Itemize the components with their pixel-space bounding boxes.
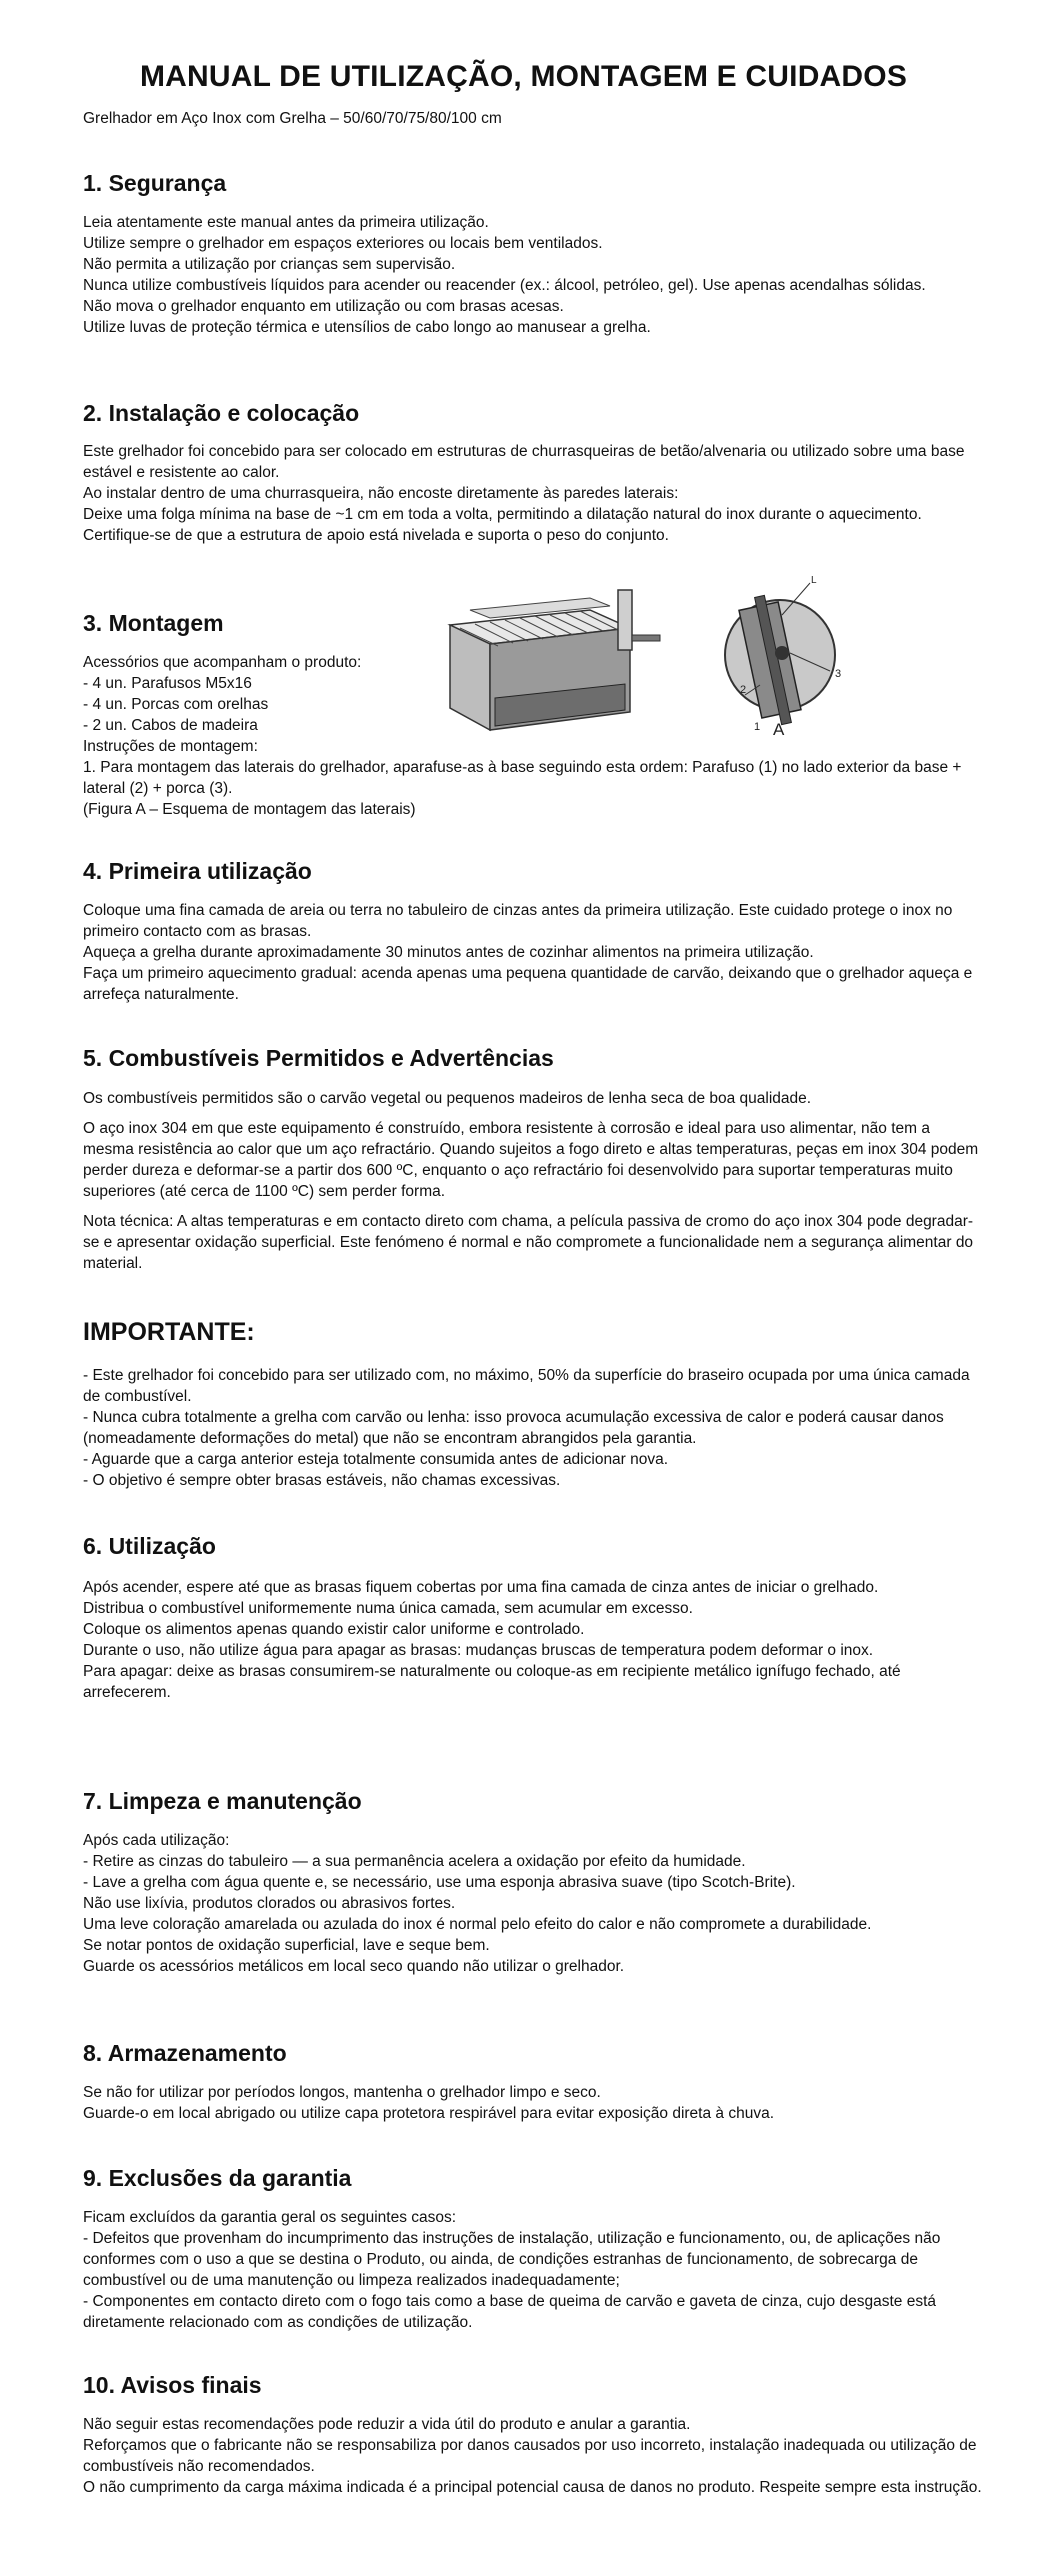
section-body-instalacao — [83, 441, 983, 546]
text-line: Instruções de montagem: — [83, 738, 258, 755]
text-line: - Aguarde que a carga anterior esteja totalmente consumida antes de adicionar nova. — [83, 1451, 669, 1468]
section-body-combustiveis — [83, 1088, 983, 1274]
text-line: Coloque uma fina camada de areia ou terra no tabuleiro de cinzas antes da primeira utilização. Este cuidado protege o inox no primeiro contacto com as brasas. — [83, 902, 953, 940]
text-line: 1. Para montagem das laterais do grelhador, aparafuse-as à base seguindo esta ordem: Parafuso (1) no lado exterior da base + lateral (2) + porca (3). — [83, 759, 962, 797]
section-heading-seguranca: 1. Segurança — [83, 170, 227, 196]
section-heading-armazenamento: 8. Armazenamento — [83, 2040, 287, 2066]
section-accessories-list — [83, 652, 443, 757]
section-body-avisos-finais — [83, 2414, 983, 2498]
text-line: Se notar pontos de oxidação superficial, lave e seque bem. — [83, 1937, 490, 1954]
text-line: - Defeitos que provenham do incumprimento das instruções de instalação, utilização e funcionamento, ou, de aplicações não conformes com o uso a que se destina o Produto, ou ainda, de condições estranhas de funcionamento, de sobrecarga de combustível ou de uma manutenção ou limpeza realizados inadequadamente; — [83, 2230, 941, 2289]
text-line: - Retire as cinzas do tabuleiro — a sua permanência acelera a oxidação por efeito da humidade. — [83, 1853, 746, 1870]
figure-caption: A — [773, 720, 785, 739]
text-paragraph: O aço inox 304 em que este equipamento é construído, embora resistente à corrosão e ideal para uso alimentar, não tem a mesma resistência ao calor que um aço refractário. Quando sujeitos a fogo direto e altas temperaturas, peças em inox 304 podem perder dureza e deformar-se a partir dos 600 ºC, enquanto o aço refractário foi desenvolvido para suportar temperaturas muito superiores (até cerca de 1100 ºC) sem perder forma. — [83, 1120, 979, 1200]
section-body-limpeza — [83, 1830, 983, 1977]
section-heading-importante: IMPORTANTE: — [83, 1318, 255, 1346]
text-line: Leia atentamente este manual antes da primeira utilização. — [83, 214, 489, 231]
text-line: Após acender, espere até que as brasas fiquem cobertas por uma fina camada de cinza antes de iniciar o grelhado. — [83, 1579, 879, 1596]
text-line: - Componentes em contacto direto com o fogo tais como a base de queima de carvão e gaveta de cinza, cujo desgaste está diretamente relacionado com as condições de utilização. — [83, 2293, 936, 2331]
text-line: Utilize luvas de proteção térmica e utensílios de cabo longo ao manusear a grelha. — [83, 319, 651, 336]
section-heading-limpeza: 7. Limpeza e manutenção — [83, 1788, 362, 1814]
document-subtitle: Grelhador em Aço Inox com Grelha – 50/60/70/75/80/100 cm — [83, 110, 502, 127]
text-paragraph: Nota técnica: A altas temperaturas e em contacto direto com chama, a película passiva de cromo do aço inox 304 pode degradar-se e apresentar oxidação superficial. Este fenómeno é normal e não compromete a funcionalidade nem a segurança alimentar do material. — [83, 1213, 974, 1272]
text-line: Uma leve coloração amarelada ou azulada do inox é normal pelo efeito do calor e não compromete a durabilidade. — [83, 1916, 872, 1933]
text-line: Não seguir estas recomendações pode reduzir a vida útil do produto e anular a garantia. — [83, 2416, 691, 2433]
document-title: MANUAL DE UTILIZAÇÃO, MONTAGEM E CUIDADOS — [139, 60, 908, 93]
figure-a-detail — [700, 575, 870, 745]
section-heading-primeira-utilizacao: 4. Primeira utilização — [83, 858, 312, 884]
text-line: Ficam excluídos da garantia geral os seguintes casos: — [83, 2209, 457, 2226]
text-line: Se não for utilizar por períodos longos, mantenha o grelhador limpo e seco. — [83, 2084, 601, 2101]
text-line: Este grelhador foi concebido para ser colocado em estruturas de churrasqueiras de betão/alvenaria ou utilizado sobre uma base estável e resistente ao calor. — [83, 443, 965, 481]
text-line: - Nunca cubra totalmente a grelha com carvão ou lenha: isso provoca acumulação excessiva de calor e poderá causar danos (nomeadamente deformações do metal) que não se encontram abrangidos pela garantia. — [83, 1409, 944, 1447]
text-line: Guarde os acessórios metálicos em local seco quando não utilizar o grelhador. — [83, 1958, 625, 1975]
text-line: Faça um primeiro aquecimento gradual: acenda apenas uma pequena quantidade de carvão, deixando que o grelhador aqueça e arrefeça naturalmente. — [83, 965, 973, 1003]
text-line: Aqueça a grelha durante aproximadamente 30 minutos antes de cozinhar alimentos na primeira utilização. — [83, 944, 814, 961]
text-line: - Este grelhador foi concebido para ser utilizado com, no máximo, 50% da superfície do braseiro ocupada por uma única camada de combustível. — [83, 1367, 970, 1405]
text-line: - 4 un. Parafusos M5x16 — [83, 675, 252, 692]
section-body-importante — [83, 1365, 983, 1491]
text-line: Não mova o grelhador enquanto em utilização ou com brasas acesas. — [83, 298, 564, 315]
section-body-exclusoes — [83, 2207, 983, 2333]
text-line: Ao instalar dentro de uma churrasqueira, não encoste diretamente às paredes laterais: — [83, 485, 679, 502]
text-line: Não permita a utilização por crianças sem supervisão. — [83, 256, 456, 273]
text-line: - O objetivo é sempre obter brasas estáveis, não chamas excessivas. — [83, 1472, 561, 1489]
figure-label: 3 — [835, 668, 842, 680]
section-heading-montagem: 3. Montagem — [83, 610, 224, 636]
section-heading-exclusoes: 9. Exclusões da garantia — [83, 2165, 352, 2191]
text-line: O não cumprimento da carga máxima indicada é a principal potencial causa de danos no produto. Respeite sempre esta instrução. — [83, 2479, 982, 2496]
section-body-utilizacao — [83, 1577, 983, 1703]
text-paragraph: Os combustíveis permitidos são o carvão vegetal ou pequenos madeiros de lenha seca de boa qualidade. — [83, 1090, 812, 1107]
text-line: Não use lixívia, produtos clorados ou abrasivos fortes. — [83, 1895, 456, 1912]
text-line: Reforçamos que o fabricante não se responsabiliza por danos causados por uso incorreto, instalação inadequada ou utilização de combustíveis não recomendados. — [83, 2437, 977, 2475]
text-line: Coloque os alimentos apenas quando existir calor uniforme e controlado. — [83, 1621, 585, 1638]
text-line: - 2 un. Cabos de madeira — [83, 717, 258, 734]
section-body-montagem — [83, 757, 983, 820]
text-line: Guarde-o em local abrigado ou utilize capa protetora respirável para evitar exposição direta à chuva. — [83, 2105, 774, 2122]
section-heading-avisos-finais: 10. Avisos finais — [83, 2372, 262, 2398]
text-line: - 4 un. Porcas com orelhas — [83, 696, 269, 713]
grill-illustration — [440, 580, 675, 740]
text-line: Deixe uma folga mínima na base de ~1 cm em toda a volta, permitindo a dilatação natural do inox durante o aquecimento. — [83, 506, 922, 523]
section-body-primeira-utilizacao — [83, 900, 983, 1005]
text-line: Durante o uso, não utilize água para apagar as brasas: mudanças bruscas de temperatura podem deformar o inox. — [83, 1642, 874, 1659]
section-heading-combustiveis: 5. Combustíveis Permitidos e Advertências — [83, 1045, 554, 1071]
text-line: Para apagar: deixe as brasas consumirem-se naturalmente ou coloque-as em recipiente metálico ignífugo fechado, até arrefecerem. — [83, 1663, 901, 1701]
section-heading-utilizacao: 6. Utilização — [83, 1533, 216, 1559]
text-line: - Lave a grelha com água quente e, se necessário, use uma esponja abrasiva suave (tipo Scotch-Brite). — [83, 1874, 796, 1891]
figure-label: L — [811, 575, 817, 586]
text-line: Nunca utilize combustíveis líquidos para acender ou reacender (ex.: álcool, petróleo, gel). Use apenas acendalhas sólidas. — [83, 277, 926, 294]
section-heading-instalacao: 2. Instalação e colocação — [83, 400, 360, 426]
section-body-seguranca — [83, 212, 983, 338]
figure-label: 2 — [740, 684, 747, 696]
text-line: (Figura A – Esquema de montagem das laterais) — [83, 801, 416, 818]
text-line: Após cada utilização: — [83, 1832, 230, 1849]
text-line: Utilize sempre o grelhador em espaços exteriores ou locais bem ventilados. — [83, 235, 603, 252]
text-line: Acessórios que acompanham o produto: — [83, 654, 362, 671]
section-body-armazenamento — [83, 2082, 983, 2124]
text-line: Certifique-se de que a estrutura de apoio está nivelada e suporta o peso do conjunto. — [83, 527, 669, 544]
text-line: Distribua o combustível uniformemente numa única camada, sem acumular em excesso. — [83, 1600, 693, 1617]
figure-label: 1 — [754, 721, 761, 733]
